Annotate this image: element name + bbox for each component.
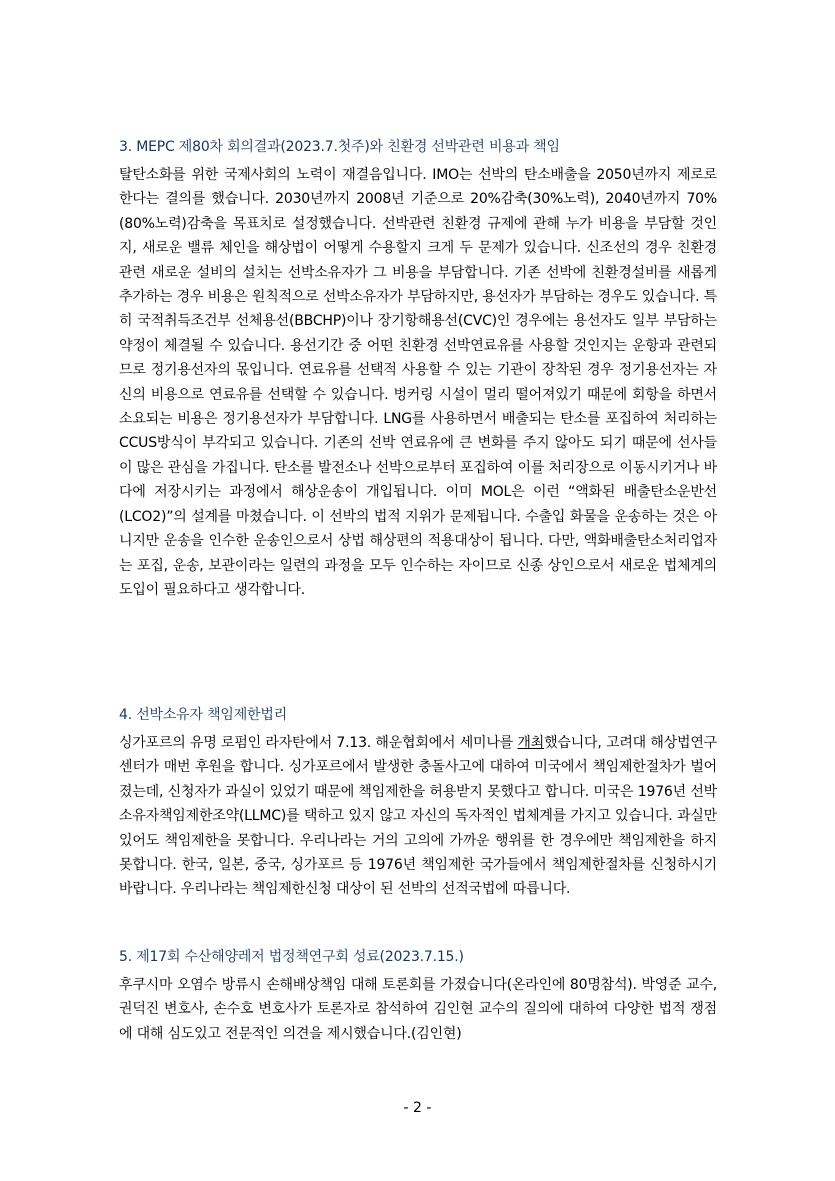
page-number: - 2 - [403,1100,432,1116]
page-content [119,133,717,1042]
section-5-body: 후쿠시마 오염수 방류시 손해배상책임 대해 토론회를 가졌습니다(온라인에 80명참석). 박영준 교수, 권덕진 변호사, 손수호 변호사가 토론자로 참석하여 김인현 교수의 질의에 대하여 다양한 법적 쟁점에 대해 심도있고 전문적인 의견을 제시했습니다.(김인현) [119,977,717,1042]
section-4-body-part2: 했습니다, 고려대 해상법연구센터가 매번 후원을 합니다. 싱가포르에서 발생한 충돌사고에 대하여 미국에서 책임제한절차가 벌어졌는데, 신청자가 과실이 있었기 때문에 책임제한을 허용받지 못했다고 합니다. 미국은 1976년 선박소유자책임제한조약(LLMC)를 택하고 있지 않고 자신의 독자적인 법체계를 가지고 있습니다. 과실만 있어도 책임제한을 못합니다. 우리나라는 거의 고의에 가까운 행위를 한 경우에만 책임제한을 하지 못합니다. 한국, 일본, 중국, 싱가포르 등 1976년 책임제한 국가들에서 책임제한절차를 신청하시기 바랍니다. 우리나라는 책임제한신청 대상이 된 선박의 선적국법에 따릅니다. [119,735,717,898]
section-5-heading: 5. 제17회 수산해양레저 법정책연구회 성료(2023.7.15.) [119,949,464,965]
section-3-body: 탈탄소화를 위한 국제사회의 노력이 재결음입니다. IMO는 선박의 탄소배출을 2050년까지 제로로 한다는 결의를 했습니다. 2030년까지 2008년 기준으로 20%감축(30%노력), 2040년까지 70%(80%노력)감축을 목표치로 설정했습니다. 선박관련 친환경 규제에 관해 누가 비용을 부담할 것인지, 새로운 밸류 체인을 해상법이 어떻게 수용할지 크게 두 문제가 있습니다. 신조선의 경우 친환경 관련 새로운 설비의 설치는 선박소유자가 그 비용을 부담합니다. 기존 선박에 친환경설비를 새롭게 추가하는 경우 비용은 원칙적으로 선박소유자가 부담하지만, 용선자가 부담하는 경우도 있습니다. 특히 국적취득조건부 선체용선(BBCHP)이나 장기항해용선(CVC)인 경우에는 용선자도 일부 부담하는 약정이 체결될 수 있습니다. 용선기간 중 어떤 친환경 선박연료유를 사용할 것인지는 운항과 관련되므로 정기용선자의 몫입니다. 연료유를 선택적 사용할 수 있는 기관이 장착된 경우 정기용선자는 자신의 비용으로 연료유를 선택할 수 있습니다. 벙커링 시설이 멀리 떨어져있기 때문에 회항을 하면서 소요되는 비용은 정기용선자가 부담합니다. LNG를 사용하면서 배출되는 탄소를 포집하여 처리하는 CCUS방식이 부각되고 있습니다. 기존의 선박 연료유에 큰 변화를 주지 않아도 되기 때문에 선사들이 많은 관심을 가집니다. 탄소를 발전소나 선박으로부터 포집하여 이를 처리장으로 이동시키거나 바다에 저장시키는 과정에서 해상운송이 개입됩니다. 이미 MOL은 이런 “액화된 배출탄소운반선(LCO2)”의 설계를 마쳤습니다. 이 선박의 법적 지위가 문제됩니다. 수출입 화물을 운송하는 것은 아니지만 운송을 인수한 운송인으로서 상법 해상편의 적용대상이 됩니다. 다만, 액화배출탄소처리업자는 포집, 운송, 보관이라는 일련의 과정을 모두 인수하는 자이므로 신종 상인으로서 새로운 법체계의 도입이 필요하다고 생각합니다. [119,167,717,598]
section-4-underlined-word: 개최 [517,735,545,751]
section-3-heading: 3. MEPC 제80차 회의결과(2023.7.첫주)와 친환경 선박관련 비용과 책임 [119,139,560,155]
section-4-heading: 4. 선박소유자 책임제한법리 [119,707,288,723]
section-4-body [119,731,717,902]
section-4-body-part1: 싱가포르의 유명 로펌인 라자탄에서 7.13. 해운협회에서 세미나를 [119,735,518,751]
